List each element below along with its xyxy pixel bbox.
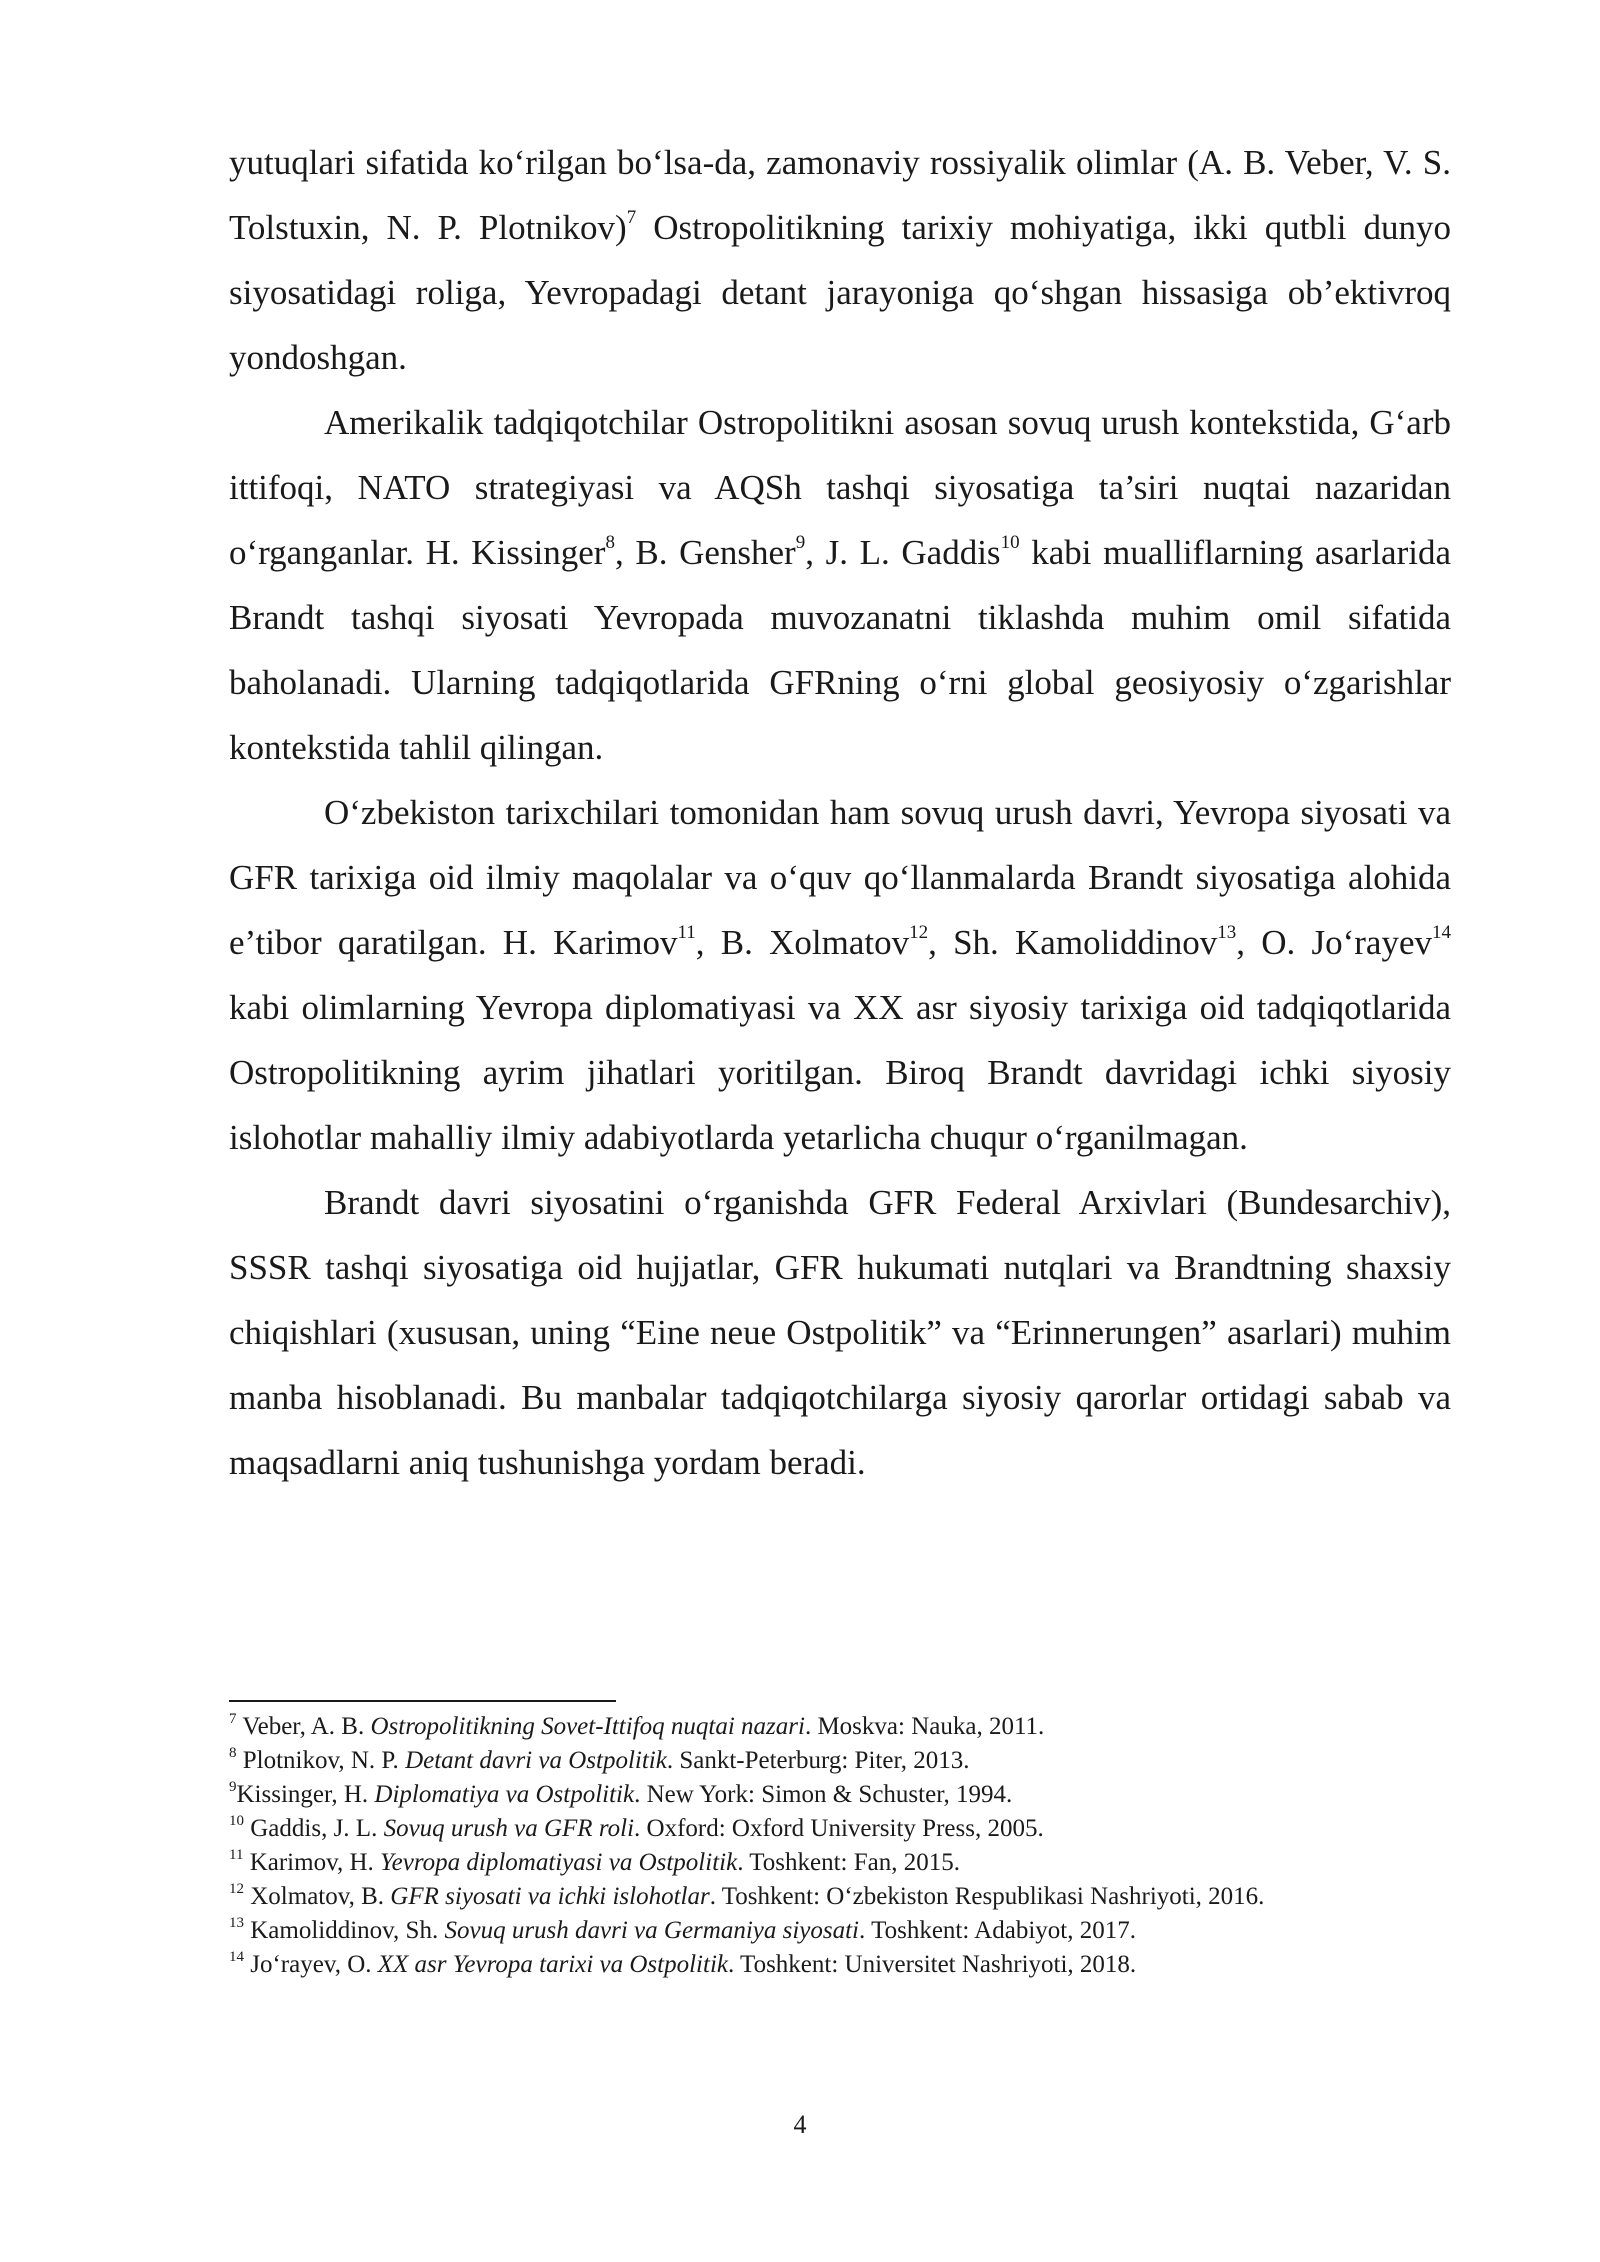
footnote-separator — [229, 1700, 616, 1702]
footnote — [229, 1744, 1451, 1778]
footnote-number: 13 — [229, 1914, 244, 1931]
paragraph-text: kabi mualliflarning asarlarida Brandt tashqi siyosati Yevropada muvozanatni tiklashda muhim omil sifatida baholanadi. Ularning tadqiqotlarida GFRning o‘rni global geosiyosiy o‘zgarishlar kontekstida tahlil qilingan. — [229, 533, 1451, 767]
footnote-title: Detant davri va Ostpolitik — [405, 1747, 667, 1774]
footnote-number: 14 — [229, 1948, 244, 1965]
page-number: 4 — [793, 2110, 807, 2139]
paragraph — [229, 1170, 1451, 1495]
footnote-number: 11 — [229, 1846, 244, 1863]
footnote-publication: . Toshkent: O‘zbekiston Respublikasi Nashriyoti, 2016. — [709, 1883, 1265, 1910]
paragraph-text: Amerikalik tadqiqotchilar Ostropolitikni asosan sovuq urush kontekstida, G‘arb ittifoqi, NATO strategiyasi va AQSh tashqi siyosatiga ta’siri nuqtai nazaridan o‘rganganlar. H. Kissinger — [229, 403, 1451, 572]
footnote-list — [229, 1710, 1451, 1982]
footnote-author: Kissinger, H. — [236, 1781, 369, 1808]
paragraph — [229, 130, 1451, 390]
footnote — [229, 1778, 1451, 1812]
paragraph-text: , B. Gensher — [614, 533, 796, 572]
paragraph-text: , B. Xolmatov — [695, 923, 910, 962]
footnote-author: Plotnikov, N. P. — [242, 1747, 399, 1774]
footnote-number: 7 — [229, 1710, 237, 1727]
footnote-publication: . Moskva: Nauka, 2011. — [804, 1713, 1045, 1740]
footnote-title: GFR siyosati va ichki islohotlar — [390, 1883, 710, 1910]
paragraph-text: yutuqlari sifatida ko‘rilgan bo‘lsa-da, zamonaviy rossiyalik olimlar (A. B. Veber, V. S. Tolstuxin, N. P. Plotnikov) — [229, 143, 1451, 247]
main-text — [229, 130, 1451, 1495]
paragraph — [229, 390, 1451, 780]
footnote-title: Sovuq urush va GFR roli — [383, 1815, 635, 1842]
footnote-publication: . New York: Simon & Schuster, 1994. — [634, 1781, 1013, 1808]
paragraph-text: Ostropolitikning tarixiy mohiyatiga, ikki qutbli dunyo siyosatidagi roliga, Yevropadagi detant jarayoniga qo‘shgan hissasiga ob’ektivroq yondoshgan. — [229, 208, 1451, 377]
footnote — [229, 1710, 1451, 1744]
footnote-author: Jo‘rayev, O. — [250, 1951, 372, 1978]
footnote-reference[interactable]: 10 — [1000, 532, 1020, 554]
footnote — [229, 1948, 1451, 1982]
footnote-number: 10 — [229, 1812, 244, 1829]
paragraph-text: Brandt davri siyosatini o‘rganishda GFR Federal Arxivlari (Bundesarchiv), SSSR tashqi siyosatiga oid hujjatlar, GFR hukumati nutqlari va Brandtning shaxsiy chiqishlari (xususan, uning “Eine neue Ostpolitik” va “Erinnerungen” asarlari) muhim manba hisoblanadi. Bu manbalar tadqiqotchilarga siyosiy qarorlar ortidagi sabab va maqsadlarni aniq tushunishga yordam beradi. — [229, 1183, 1451, 1482]
paragraph — [229, 780, 1451, 1170]
footnote-number: 8 — [229, 1744, 237, 1761]
footnote-publication: . Toshkent: Universitet Nashriyoti, 2018. — [728, 1951, 1137, 1978]
footnotes-section — [229, 1700, 1451, 1982]
footnote-reference[interactable]: 13 — [1217, 922, 1237, 944]
footnote-number: 12 — [229, 1880, 244, 1897]
footnote — [229, 1880, 1451, 1914]
footnote-title: Sovuq urush davri va Germaniya siyosati — [444, 1917, 860, 1944]
footnote-author: Xolmatov, B. — [250, 1883, 385, 1910]
page-body — [229, 130, 1451, 1495]
footnote-author: Gaddis, J. L. — [250, 1815, 378, 1842]
paragraph-text: kabi olimlarning Yevropa diplomatiyasi va XX asr siyosiy tarixiga oid tadqiqotlarida Ostropolitikning ayrim jihatlari yoritilgan. Biroq Brandt davridagi ichki siyosiy islohotlar mahalliy ilmiy adabiyotlarda yetarlicha chuqur o‘rganilmagan. — [229, 988, 1451, 1157]
paragraph-text: , O. Jo‘rayev — [1236, 923, 1432, 962]
footnote-author: Kamoliddinov, Sh. — [250, 1917, 439, 1944]
footnote-title: Ostropolitikning Sovet-Ittifoq nuqtai nazari — [370, 1713, 805, 1740]
footnote — [229, 1812, 1451, 1846]
footnote-reference[interactable]: 8 — [605, 532, 615, 554]
footnote-reference[interactable]: 12 — [909, 922, 929, 944]
footnote-publication: . Toshkent: Adabiyot, 2017. — [859, 1917, 1136, 1944]
footnote-reference[interactable]: 9 — [795, 532, 806, 554]
footnote-reference[interactable]: 7 — [626, 207, 637, 229]
paragraph-text: O‘zbekiston tarixchilari tomonidan ham sovuq urush davri, Yevropa siyosati va GFR tarixiga oid ilmiy maqolalar va o‘quv qo‘llanmalarda Brandt siyosatiga alohida e’tibor qaratilgan. H. Karimov — [229, 793, 1451, 962]
footnote-reference[interactable]: 11 — [677, 922, 696, 944]
footnote-publication: . Oxford: Oxford University Press, 2005. — [634, 1815, 1044, 1842]
footnote — [229, 1914, 1451, 1948]
footnote-title: Diplomatiya va Ostpolitik — [374, 1781, 635, 1808]
footnote-reference[interactable]: 14 — [1432, 922, 1451, 944]
footnote-author: Karimov, H. — [249, 1849, 374, 1876]
footnote-publication: . Toshkent: Fan, 2015. — [737, 1849, 960, 1876]
footnote — [229, 1846, 1451, 1880]
paragraph-text: , J. L. Gaddis — [805, 533, 1001, 572]
footnote-number: 9 — [229, 1778, 237, 1795]
footnote-title: XX asr Yevropa tarixi va Ostpolitik — [377, 1951, 728, 1978]
footnote-publication: . Sankt-Peterburg: Piter, 2013. — [666, 1747, 970, 1774]
paragraph-text: , Sh. Kamoliddinov — [928, 923, 1218, 962]
footnote-author: Veber, A. B. — [242, 1713, 365, 1740]
footnote-title: Yevropa diplomatiyasi va Ostpolitik — [380, 1849, 738, 1876]
